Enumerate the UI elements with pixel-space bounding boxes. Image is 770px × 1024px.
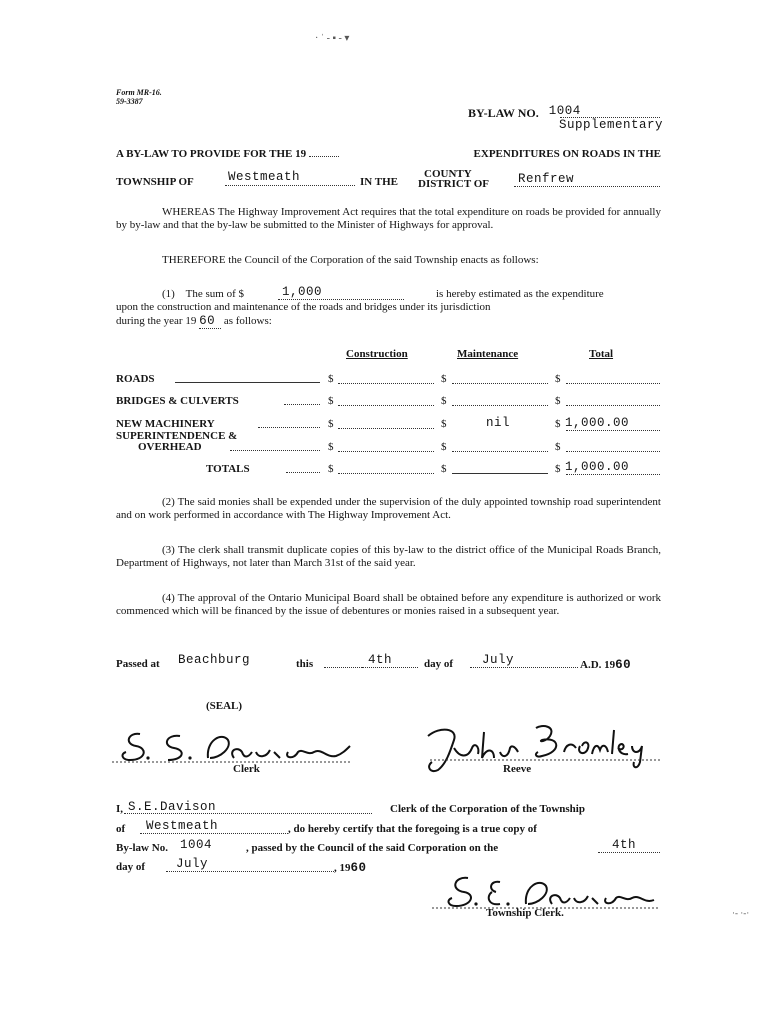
reeve-signature bbox=[410, 718, 660, 778]
bylaw-label: BY-LAW NO. bbox=[468, 106, 539, 120]
clause-1-line-1-end: is hereby estimated as the expenditure bbox=[436, 288, 604, 300]
district-of-label: DISTRICT OF bbox=[418, 178, 490, 190]
machinery-maintenance: nil bbox=[486, 416, 511, 430]
bylaw-number: 1004 bbox=[548, 104, 581, 118]
certify-bylaw-no: By-law No. bbox=[116, 842, 168, 854]
passed-this: this bbox=[296, 658, 314, 670]
certify-month: July bbox=[176, 857, 209, 871]
machinery-total: 1,000.00 bbox=[565, 416, 630, 430]
certify-i: I, bbox=[116, 803, 124, 815]
certify-day-of: day of bbox=[116, 861, 146, 873]
in-the-label: IN THE bbox=[360, 176, 399, 188]
scan-speck: · ˈ ‐ ▪ ‐ ▾ bbox=[315, 33, 350, 44]
clause-1-year: 60 bbox=[199, 314, 221, 329]
row-label-totals: TOTALS bbox=[206, 463, 250, 475]
county-name: Renfrew bbox=[518, 172, 575, 186]
township-name: Westmeath bbox=[228, 170, 301, 184]
clause-1-line-3: during the year 19 60 as follows: bbox=[116, 314, 272, 328]
county-label: COUNTY bbox=[424, 168, 472, 180]
township-clerk-label: Township Clerk. bbox=[486, 907, 564, 919]
row-label-new-machinery: NEW MACHINERY bbox=[116, 418, 215, 430]
clerk-label: Clerk bbox=[233, 763, 260, 775]
row-label-overhead: OVERHEAD bbox=[138, 441, 202, 453]
certify-township: Westmeath bbox=[146, 819, 219, 833]
passed-label: Passed at bbox=[116, 658, 160, 670]
col-header-maintenance: Maintenance bbox=[457, 348, 519, 360]
certify-name: S.E.Davison bbox=[128, 800, 217, 814]
certify-day: 4th bbox=[612, 838, 637, 852]
certify-passed-text: , passed by the Council of the said Corporation on the bbox=[246, 842, 499, 854]
totals-total: 1,000.00 bbox=[565, 460, 630, 474]
scan-speck-right: ·- ·-· bbox=[732, 908, 750, 918]
clause-1-amount: 1,000 bbox=[282, 285, 323, 299]
passed-month: July bbox=[482, 653, 515, 667]
row-label-roads: ROADS bbox=[116, 373, 155, 385]
seal-label: (SEAL) bbox=[206, 700, 243, 712]
therefore-paragraph: THEREFORE the Council of the Corporation of the said Township enacts as follows: bbox=[162, 254, 539, 266]
passed-day-of: day of bbox=[424, 658, 454, 670]
clause-2: (2) The said monies shall be expended under the supervision of the duly appointed township road superintendent and on work performed in accordance with The Highway Improvement Act. bbox=[116, 496, 661, 521]
passed-place: Beachburg bbox=[178, 653, 251, 667]
row-label-bridges: BRIDGES & CULVERTS bbox=[116, 395, 239, 407]
title-line-1: A BY-LAW TO PROVIDE FOR THE 19 EXPENDITURES ON ROADS IN THE bbox=[116, 148, 661, 160]
passed-day: 4th bbox=[368, 653, 393, 667]
clause-1-line-2: upon the construction and maintenance of the roads and bridges under its jurisdiction bbox=[116, 301, 491, 313]
certify-bylaw-number: 1004 bbox=[180, 838, 213, 852]
col-header-total: Total bbox=[589, 348, 614, 360]
township-label: TOWNSHIP OF bbox=[116, 176, 194, 188]
col-header-construction: Construction bbox=[346, 348, 408, 360]
form-id: Form MR-16. 59-3387 bbox=[116, 88, 162, 106]
row-label-superintendence: SUPERINTENDENCE & bbox=[116, 430, 238, 442]
certify-of: of bbox=[116, 823, 126, 835]
certify-year: , 1960 bbox=[334, 861, 367, 875]
certify-clerk-of: Clerk of the Corporation of the Township bbox=[390, 803, 585, 815]
reeve-label: Reeve bbox=[503, 763, 532, 775]
bylaw-supplementary: Supplementary bbox=[559, 118, 664, 132]
whereas-paragraph: WHEREAS The Highway Improvement Act requires that the total expenditure on roads be provided for annually by by-law and that the by-law be submitted to the Minister of Highways for approval. bbox=[116, 206, 661, 231]
clause-3: (3) The clerk shall transmit duplicate copies of this by-law to the district office of the Municipal Roads Branch, Department of Highways, not later than March 31st of the said year. bbox=[116, 544, 661, 569]
certify-text: , do hereby certify that the foregoing is a true copy of bbox=[288, 823, 537, 835]
passed-ad: A.D. 1960 bbox=[580, 658, 632, 672]
clause-4: (4) The approval of the Ontario Municipal Board shall be obtained before any expenditure is authorized or work commenced which will be financed by the issue of debentures or monies raised in a subsequent year. bbox=[116, 592, 661, 617]
clause-1-line-1: (1) The sum of $ bbox=[162, 288, 244, 300]
